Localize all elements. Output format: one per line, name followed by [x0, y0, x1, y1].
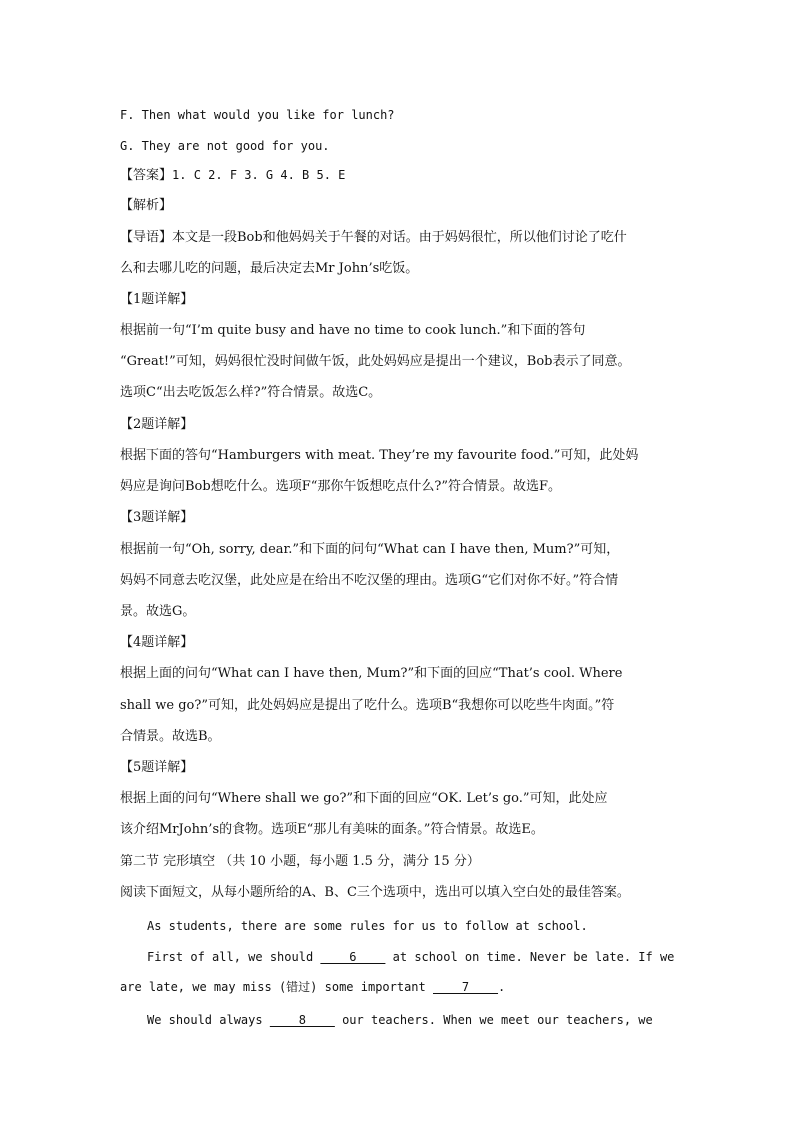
q3-line-2: 妈妈不同意去吃汉堡，此处应是在给出不吃汉堡的理由。选项G“它们对你不好。”符合情 [120, 573, 619, 588]
q5-line-2: 该介绍MrJohn’s的食物。选项E“那儿有美味的面条。”符合情景。故选E。 [120, 822, 544, 837]
q2-line-2: 妈应是询问Bob想吃什么。选项F“那你午饭想吃点什么?”符合情景。故选F。 [120, 479, 562, 494]
q3-line-1: 根据前一句“Oh, sorry, dear.”和下面的问句“What can I have then, Mum?”可知， [120, 542, 620, 557]
q5-heading: 【5题详解】 [120, 760, 194, 775]
passage-text: . [498, 980, 506, 994]
passage-text: First of all, we should [147, 950, 321, 964]
q1-line-3: 选项C“出去吃饭怎么样?”符合情景。故选C。 [120, 385, 382, 400]
q4-line-3: 合情景。故选B。 [120, 729, 221, 744]
passage-text: our teachers. When we meet our teachers, we [334, 1013, 653, 1027]
blank-8: 8 [269, 1013, 335, 1027]
passage-text: We should always [147, 1013, 270, 1027]
answer-items: 1. C 2. F 3. G 4. B 5. E [172, 168, 346, 182]
passage-paragraph-1: As students, there are some rules for us to follow at school. [147, 919, 588, 933]
section-instruction: 阅读下面短文，从每小题所给的A、B、C三个选项中，选出可以填入空白处的最佳答案。 [120, 885, 630, 900]
q2-line-1: 根据下面的答句“Hamburgers with meat. They’re my favourite food.”可知，此处妈 [120, 448, 639, 463]
q3-heading: 【3题详解】 [120, 510, 194, 525]
q4-line-1: 根据上面的问句“What can I have then, Mum?”和下面的回应“That’s cool. Where [120, 666, 623, 681]
passage-line-4 [147, 1011, 653, 1029]
answer-line [120, 166, 345, 185]
option-g: G. They are not good for you. [120, 139, 330, 153]
guide-line-2: 么和去哪儿吃的问题，最后决定去Mr John’s吃饭。 [120, 261, 419, 276]
answer-label: 【答案】 [120, 168, 173, 183]
q4-heading: 【4题详解】 [120, 635, 194, 650]
q4-line-2: shall we go?”可知，此处妈妈应是提出了吃什么。选项B“我想你可以吃些牛肉面。”符 [120, 698, 615, 713]
q5-line-1: 根据上面的问句“Where shall we go?”和下面的回应“OK. Let’s go.”可知，此处应 [120, 791, 608, 806]
q3-line-3: 景。故选G。 [120, 604, 196, 619]
q2-heading: 【2题详解】 [120, 417, 194, 432]
section-title: 第二节 完形填空 （共 10 小题，每小题 1.5 分，满分 15 分） [120, 854, 480, 869]
passage-line-2 [147, 948, 674, 966]
q1-line-1: 根据前一句“I’m quite busy and have no time to cook lunch.”和下面的答句 [120, 323, 586, 338]
blank-6: 6 [320, 950, 386, 964]
passage-line-3 [120, 978, 505, 996]
q1-line-2: “Great!”可知，妈妈很忙没时间做午饭，此处妈妈应是提出一个建议，Bob表示了同意。 [120, 354, 631, 369]
option-f: F. Then what would you like for lunch? [120, 108, 395, 122]
passage-text: are late, we may miss (错过) some important [120, 980, 433, 994]
passage-text: at school on time. Never be late. If we [385, 950, 675, 964]
analysis-heading: 【解析】 [120, 198, 173, 213]
blank-7: 7 [433, 980, 499, 994]
guide-line-1: 【导语】本文是一段Bob和他妈妈关于午餐的对话。由于妈妈很忙，所以他们讨论了吃什 [120, 230, 627, 245]
q1-heading: 【1题详解】 [120, 292, 194, 307]
